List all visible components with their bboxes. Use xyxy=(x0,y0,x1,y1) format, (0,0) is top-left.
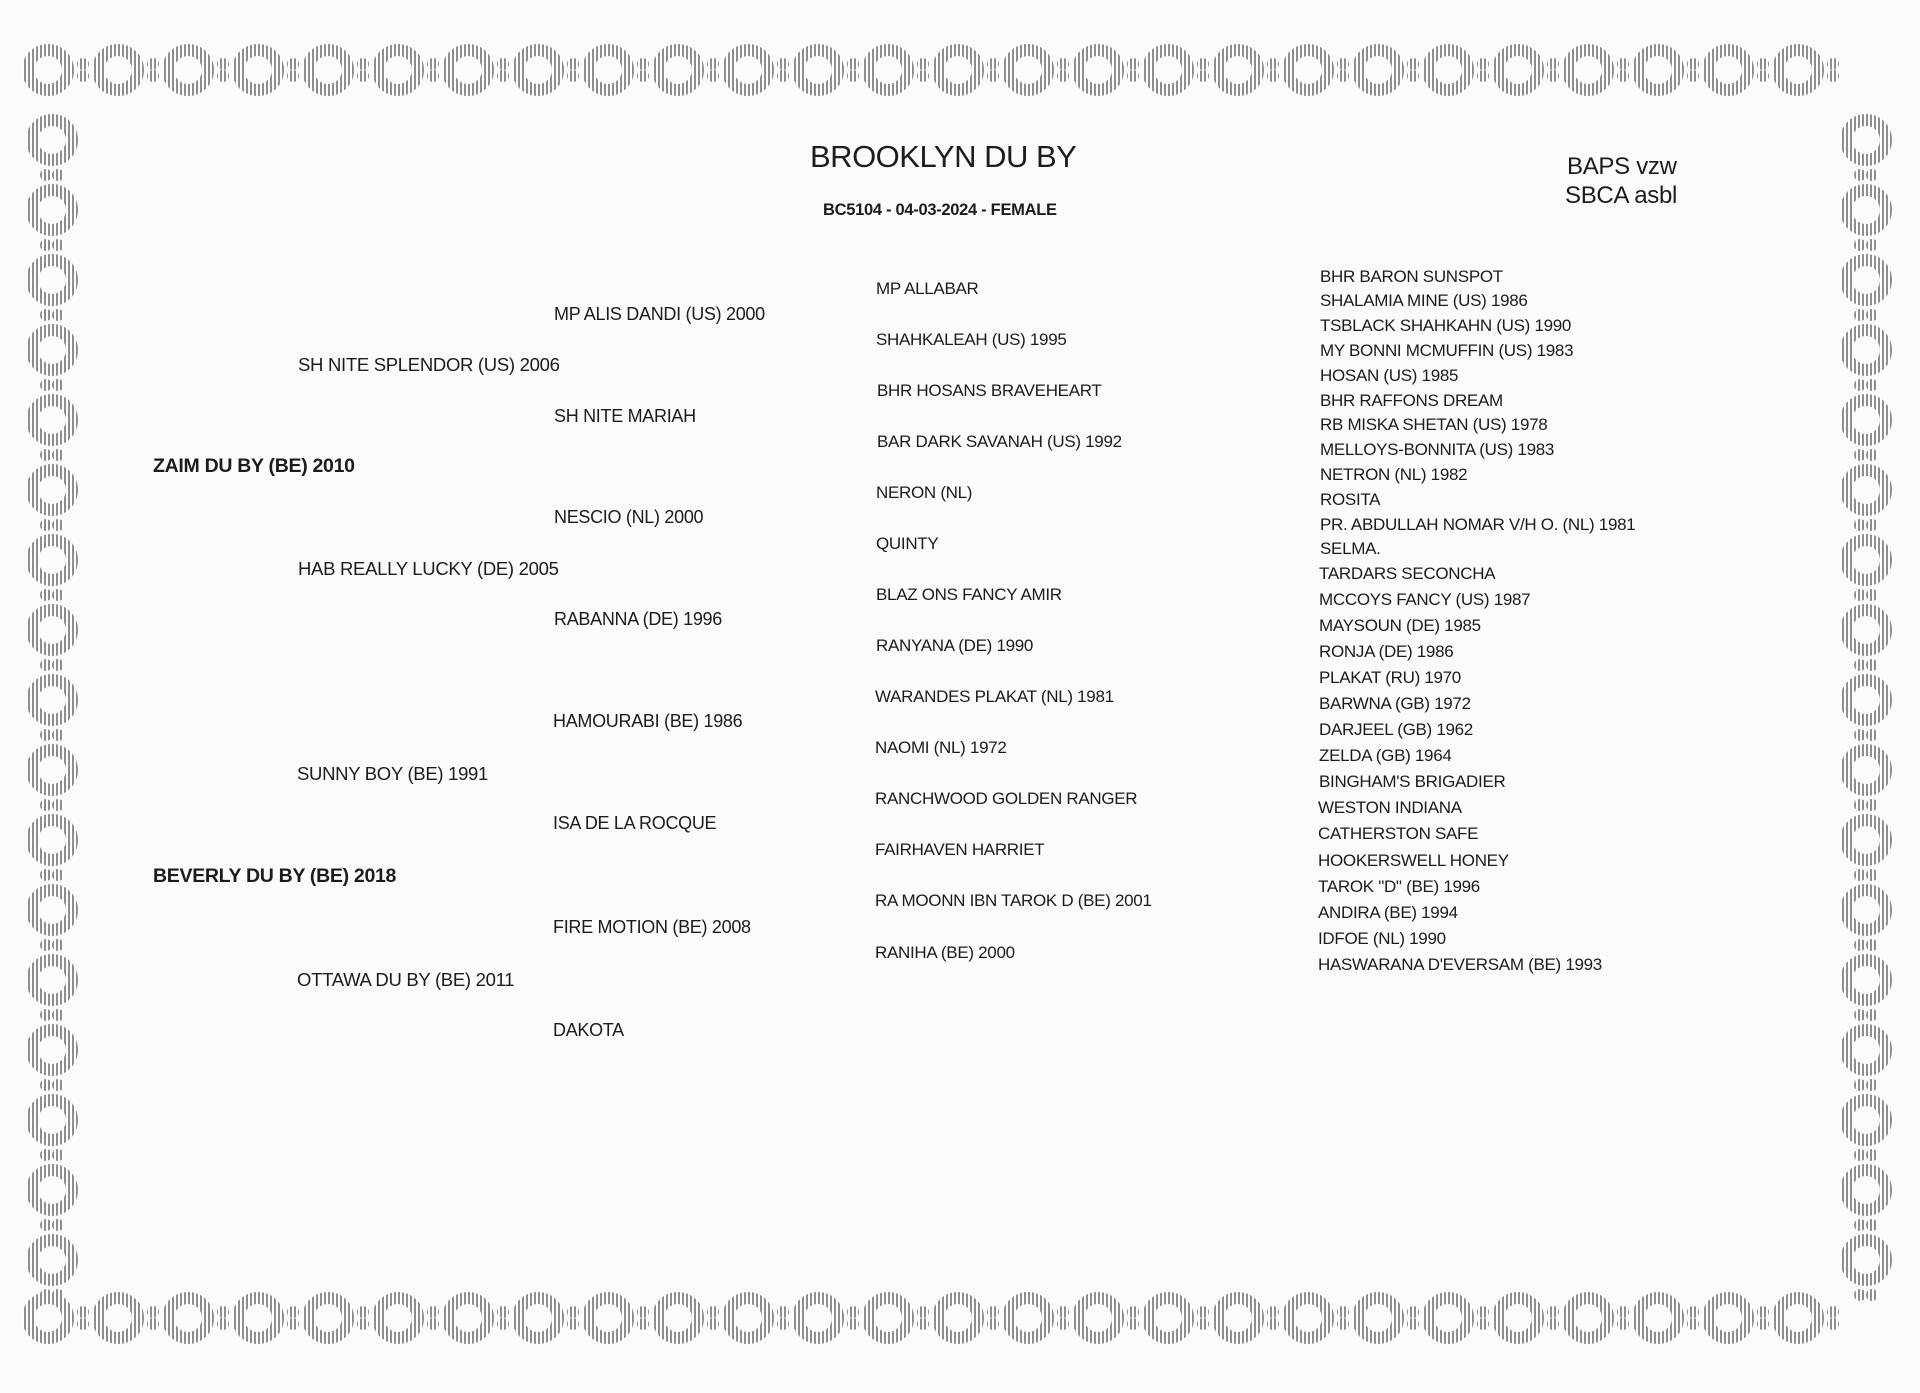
great-grandparent: RABANNA (DE) 1996 xyxy=(554,609,722,629)
border-ornament xyxy=(1846,820,1886,881)
ancestor-gen5: BARWNA (GB) 1972 xyxy=(1319,694,1471,713)
border-ornament xyxy=(1708,50,1769,90)
border-ornament xyxy=(32,1100,72,1161)
border-ornament xyxy=(98,1298,159,1338)
border-ornament xyxy=(1498,1298,1559,1338)
border-ornament xyxy=(378,50,439,90)
border-ornament xyxy=(32,400,72,461)
ancestor-gen4: RANCHWOOD GOLDEN RANGER xyxy=(875,789,1138,808)
great-grandparent: ISA DE LA ROCQUE xyxy=(553,813,717,833)
grandparent: SH NITE SPLENDOR (US) 2006 xyxy=(298,354,560,375)
ancestor-gen4: RA MOONN IBN TAROK D (BE) 2001 xyxy=(875,891,1152,910)
border-ornament xyxy=(658,50,719,90)
border-ornament xyxy=(658,1298,719,1338)
ancestor-gen4: NAOMI (NL) 1972 xyxy=(875,738,1007,757)
border-ornament xyxy=(1846,750,1886,811)
association-baps: BAPS vzw xyxy=(1567,153,1677,180)
border-ornament xyxy=(1078,1298,1139,1338)
ancestor-gen5: ANDIRA (BE) 1994 xyxy=(1318,903,1458,922)
great-grandparent: HAMOURABI (BE) 1986 xyxy=(553,711,743,731)
border-ornament xyxy=(1846,960,1886,1021)
border-ornament xyxy=(448,1298,509,1338)
border-ornament xyxy=(98,50,159,90)
border-ornament xyxy=(32,1240,72,1301)
border-ornament xyxy=(588,1298,649,1338)
border-ornament xyxy=(1148,1298,1209,1338)
ancestor-gen4: RANYANA (DE) 1990 xyxy=(876,636,1034,655)
border-ornament xyxy=(798,50,859,90)
grandparent: SUNNY BOY (BE) 1991 xyxy=(297,763,489,784)
border-ornament xyxy=(1846,260,1886,321)
border-ornament xyxy=(1846,1100,1886,1161)
border-ornament xyxy=(32,680,72,741)
border-ornament xyxy=(1846,890,1886,951)
border-ornament xyxy=(588,50,649,90)
ancestor-gen5: RB MISKA SHETAN (US) 1978 xyxy=(1320,415,1548,434)
ancestor-gen5: NETRON (NL) 1982 xyxy=(1320,465,1468,484)
ancestor-gen5: MY BONNI MCMUFFIN (US) 1983 xyxy=(1320,341,1574,360)
great-grandparent: NESCIO (NL) 2000 xyxy=(554,507,704,527)
border-ornament xyxy=(448,50,509,90)
border-ornament xyxy=(168,1298,229,1338)
ancestor-gen5: IDFOE (NL) 1990 xyxy=(1318,929,1446,948)
great-grandparent: MP ALIS DANDI (US) 2000 xyxy=(554,304,765,324)
border-ornament xyxy=(1078,50,1139,90)
border-ornament xyxy=(378,1298,439,1338)
ancestor-gen5: ZELDA (GB) 1964 xyxy=(1319,746,1452,765)
border-ornament xyxy=(938,50,999,90)
border-ornament xyxy=(1288,1298,1349,1338)
ancestor-gen4: WARANDES PLAKAT (NL) 1981 xyxy=(875,687,1114,706)
ancestor-gen5: MAYSOUN (DE) 1985 xyxy=(1319,616,1481,635)
ancestor-gen5: MCCOYS FANCY (US) 1987 xyxy=(1319,590,1531,609)
border-ornament xyxy=(32,1170,72,1231)
ancestor-gen5: MELLOYS-BONNITA (US) 1983 xyxy=(1320,440,1555,459)
ancestor-gen4: BAR DARK SAVANAH (US) 1992 xyxy=(877,432,1122,451)
border-ornament xyxy=(1846,120,1886,181)
border-ornament xyxy=(1638,1298,1699,1338)
border-ornament xyxy=(938,1298,999,1338)
border-ornament xyxy=(1218,50,1279,90)
border-ornament xyxy=(32,470,72,531)
ancestor-gen5: ROSITA xyxy=(1320,490,1381,509)
ancestor-gen5: BHR BARON SUNSPOT xyxy=(1320,267,1503,286)
ancestor-gen5: TAROK "D" (BE) 1996 xyxy=(1318,877,1480,896)
border-ornament xyxy=(1708,1298,1769,1338)
border-ornament xyxy=(1008,1298,1069,1338)
ancestor-gen5: HOOKERSWELL HONEY xyxy=(1318,851,1509,870)
border-ornament xyxy=(1568,50,1629,90)
border-ornament xyxy=(1358,50,1419,90)
ancestor-gen5: TSBLACK SHAHKAHN (US) 1990 xyxy=(1320,316,1572,335)
ancestor-gen5: DARJEEL (GB) 1962 xyxy=(1319,720,1473,739)
border-ornament xyxy=(1846,680,1886,741)
border-ornament xyxy=(1428,1298,1489,1338)
border-ornament xyxy=(32,190,72,251)
ancestor-gen4: MP ALLABAR xyxy=(876,279,979,298)
ancestor-gen5: HOSAN (US) 1985 xyxy=(1320,366,1459,385)
ancestor-gen4: NERON (NL) xyxy=(876,483,973,502)
border-ornament xyxy=(1358,1298,1419,1338)
border-ornament xyxy=(32,120,72,181)
border-ornament xyxy=(32,1030,72,1091)
border-ornament xyxy=(1846,1170,1886,1231)
border-ornament xyxy=(1846,610,1886,671)
border-ornament xyxy=(1846,470,1886,531)
ancestor-gen4: BHR HOSANS BRAVEHEART xyxy=(877,381,1102,400)
great-grandparent: DAKOTA xyxy=(553,1020,624,1040)
ancestor-gen5: SHALAMIA MINE (US) 1986 xyxy=(1320,291,1528,310)
border-ornament xyxy=(238,50,299,90)
ancestor-gen5: SELMA. xyxy=(1320,539,1381,558)
border-ornament xyxy=(32,260,72,321)
border-ornament xyxy=(1846,1030,1886,1091)
ancestor-gen4: QUINTY xyxy=(876,534,939,553)
ancestor-gen5: BHR RAFFONS DREAM xyxy=(1320,391,1503,410)
grandparent: OTTAWA DU BY (BE) 2011 xyxy=(297,969,515,990)
border-ornament xyxy=(1846,330,1886,391)
ancestor-gen5: BINGHAM'S BRIGADIER xyxy=(1319,772,1506,791)
border-ornament xyxy=(868,1298,929,1338)
border-ornament xyxy=(168,50,229,90)
border-ornament xyxy=(32,820,72,881)
border-ornament xyxy=(32,540,72,601)
border-ornament xyxy=(32,960,72,1021)
border-ornament xyxy=(1218,1298,1279,1338)
ancestor-gen5: HASWARANA D'EVERSAM (BE) 1993 xyxy=(1318,955,1602,974)
border-ornament xyxy=(1428,50,1489,90)
border-ornament xyxy=(1778,1298,1839,1338)
border-ornament xyxy=(518,1298,579,1338)
grandparent: HAB REALLY LUCKY (DE) 2005 xyxy=(298,558,559,579)
border-ornament xyxy=(28,50,89,90)
border-ornament xyxy=(1568,1298,1629,1338)
border-ornament xyxy=(728,1298,789,1338)
border-ornament xyxy=(32,890,72,951)
association-sbca: SBCA asbl xyxy=(1565,182,1678,209)
ancestor-gen5: TARDARS SECONCHA xyxy=(1319,564,1496,583)
border-ornament xyxy=(1778,50,1839,90)
border-ornament xyxy=(868,50,929,90)
border-ornament xyxy=(32,330,72,391)
ancestor-gen4: RANIHA (BE) 2000 xyxy=(875,943,1015,962)
border-ornament xyxy=(1498,50,1559,90)
border-ornament xyxy=(518,50,579,90)
dam: BEVERLY DU BY (BE) 2018 xyxy=(153,865,397,887)
ancestor-gen5: PR. ABDULLAH NOMAR V/H O. (NL) 1981 xyxy=(1320,515,1636,534)
border-ornament xyxy=(238,1298,299,1338)
border-ornament xyxy=(1846,400,1886,461)
border-ornament xyxy=(1846,540,1886,601)
border-ornament xyxy=(728,50,789,90)
border-ornament xyxy=(1288,50,1349,90)
sire: ZAIM DU BY (BE) 2010 xyxy=(153,455,355,477)
ancestor-gen5: WESTON INDIANA xyxy=(1318,798,1462,817)
border-ornament xyxy=(1846,190,1886,251)
page-title: BROOKLYN DU BY xyxy=(810,139,1077,174)
border-ornament xyxy=(308,50,369,90)
border-ornament xyxy=(32,610,72,671)
ancestor-gen5: CATHERSTON SAFE xyxy=(1318,824,1479,843)
ancestor-gen4: FAIRHAVEN HARRIET xyxy=(875,840,1045,859)
ancestor-gen4: BLAZ ONS FANCY AMIR xyxy=(876,585,1062,604)
ancestor-gen4: SHAHKALEAH (US) 1995 xyxy=(876,330,1067,349)
border-ornament xyxy=(1008,50,1069,90)
border-ornament xyxy=(1638,50,1699,90)
border-ornament xyxy=(1846,1240,1886,1301)
great-grandparent: FIRE MOTION (BE) 2008 xyxy=(553,917,751,937)
registration-info: BC5104 - 04-03-2024 - FEMALE xyxy=(823,201,1057,219)
border-ornament xyxy=(308,1298,369,1338)
great-grandparent: SH NITE MARIAH xyxy=(554,406,696,426)
ancestor-gen5: RONJA (DE) 1986 xyxy=(1319,642,1454,661)
ancestor-gen5: PLAKAT (RU) 1970 xyxy=(1319,668,1461,687)
border-ornament xyxy=(798,1298,859,1338)
border-ornament xyxy=(32,750,72,811)
border-ornament xyxy=(1148,50,1209,90)
border-ornament xyxy=(28,1298,89,1338)
